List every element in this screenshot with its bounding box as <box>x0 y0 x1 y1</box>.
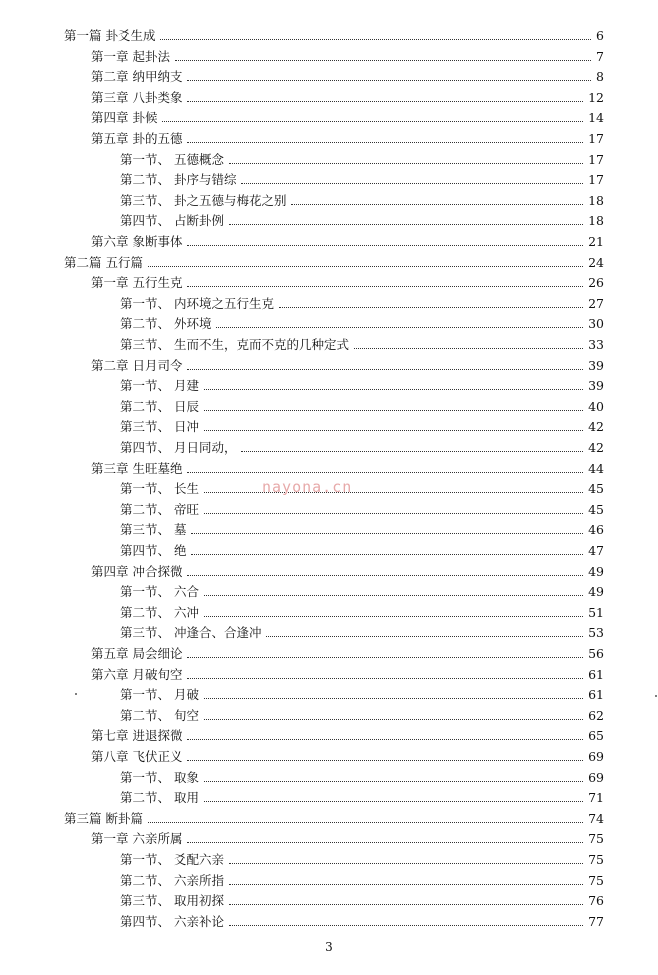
toc-entry-page: 76 <box>588 893 604 909</box>
toc-entry-title: 第一节、 月破 <box>120 687 199 703</box>
dot-leader <box>187 760 583 761</box>
dot-leader <box>191 554 583 555</box>
toc-entry-page: 39 <box>588 378 604 394</box>
toc-entry-title: 第四节、 绝 <box>120 543 187 558</box>
toc-entry <box>120 436 604 456</box>
toc-entry-title: 第六章 月破旬空 <box>91 666 183 682</box>
toc-entry-page: 45 <box>588 501 604 517</box>
toc-entry-title: 第五章 局会细论 <box>91 646 183 661</box>
dot-leader <box>175 60 591 61</box>
dot-leader <box>241 183 583 184</box>
toc-entry-page: 61 <box>588 687 604 703</box>
toc-entry-title: 第一章 起卦法 <box>91 48 170 64</box>
toc-entry-page: 61 <box>588 666 604 682</box>
toc-entry <box>64 807 604 827</box>
toc-entry <box>120 539 604 559</box>
toc-entry <box>120 374 604 394</box>
toc-entry-title: 第四章 冲合探微 <box>91 563 183 579</box>
dot-leader <box>187 657 583 658</box>
toc-entry-title: 第二节、 六冲 <box>120 604 199 620</box>
toc-entry-title: 第三节、 日冲 <box>120 419 199 435</box>
scan-speck <box>75 693 77 695</box>
dot-leader <box>187 575 583 576</box>
dot-leader <box>160 39 591 40</box>
toc-entry-page: 39 <box>588 357 604 373</box>
toc-entry <box>120 683 604 703</box>
toc-entry-page: 45 <box>588 481 604 497</box>
toc-entry-page: 17 <box>588 172 604 188</box>
toc-entry-title: 第二节、 日辰 <box>120 398 199 414</box>
toc-entry-page: 75 <box>588 831 604 847</box>
toc-entry <box>120 704 604 724</box>
toc-entry-page: 75 <box>588 872 604 888</box>
dot-leader <box>148 266 583 267</box>
toc-entry-page: 47 <box>588 543 604 558</box>
dot-leader <box>187 80 591 81</box>
toc-entry-page: 24 <box>588 254 604 270</box>
toc-entry <box>64 24 604 44</box>
toc-entry <box>120 312 604 332</box>
toc-entry <box>120 209 604 229</box>
dot-leader <box>187 472 583 473</box>
toc-entry-title: 第三节、 取用初探 <box>120 893 224 909</box>
toc-entry <box>120 292 604 312</box>
toc-entry-title: 第三章 生旺墓绝 <box>91 460 183 476</box>
toc-entry-page: 17 <box>588 151 604 167</box>
dot-leader <box>204 389 583 390</box>
toc-entry <box>120 148 604 168</box>
dot-leader <box>187 286 583 287</box>
toc-entry-title: 第二节、 取用 <box>120 790 199 806</box>
toc-entry-title: 第一节、 爻配六亲 <box>120 852 224 867</box>
toc-entry <box>64 251 604 271</box>
toc-entry-title: 第二篇 五行篇 <box>64 254 143 270</box>
toc-entry-title: 第五章 卦的五德 <box>91 131 183 146</box>
toc-entry-page: 7 <box>596 48 604 64</box>
toc-entry <box>91 724 604 744</box>
toc-entry-page: 21 <box>588 234 604 249</box>
toc-entry <box>91 745 604 765</box>
toc-entry-page: 69 <box>588 749 604 764</box>
toc-entry-title: 第一章 六亲所属 <box>91 831 183 847</box>
toc-entry-page: 18 <box>588 192 604 208</box>
toc-entry-title: 第六章 象断事体 <box>91 234 183 249</box>
page-number: 3 <box>325 940 333 954</box>
toc-entry <box>120 415 604 435</box>
dot-leader <box>229 904 583 905</box>
toc-entry-page: 40 <box>588 398 604 414</box>
toc-entry-page: 27 <box>588 295 604 311</box>
toc-entry <box>120 601 604 621</box>
dot-leader <box>187 369 583 370</box>
toc-entry <box>91 271 604 291</box>
toc-entry <box>120 848 604 868</box>
toc-entry <box>120 910 604 930</box>
toc-entry-title: 第四节、 六亲补论 <box>120 913 224 929</box>
toc-entry <box>120 333 604 353</box>
toc-entry-title: 第三章 八卦类象 <box>91 89 183 105</box>
dot-leader <box>204 616 583 617</box>
toc-entry-title: 第二节、 外环境 <box>120 316 212 332</box>
toc-entry-title: 第二节、 帝旺 <box>120 501 199 517</box>
dot-leader <box>291 204 583 205</box>
toc-entry-page: 6 <box>596 28 604 43</box>
dot-leader <box>229 863 583 864</box>
toc-entry-page: 26 <box>588 275 604 291</box>
toc-entry-page: 44 <box>588 460 604 476</box>
dot-leader <box>187 678 583 679</box>
toc-entry <box>91 354 604 374</box>
toc-entry <box>91 457 604 477</box>
toc-entry-title: 第二章 纳甲纳支 <box>91 69 183 85</box>
toc-entry <box>120 395 604 415</box>
toc-entry-page: 8 <box>596 69 604 85</box>
toc-entry-title: 第三节、 冲逢合、合逢冲 <box>120 625 262 641</box>
toc-entry-title: 第二节、 卦序与错综 <box>120 172 237 188</box>
toc-entry-title: 第一章 五行生克 <box>91 275 183 291</box>
dot-leader <box>204 492 583 493</box>
toc-entry-page: 49 <box>588 584 604 600</box>
toc-entry-title: 第八章 飞伏正义 <box>91 749 183 764</box>
toc-entry <box>91 65 604 85</box>
dot-leader <box>187 142 583 143</box>
watermark: nayona.cn <box>262 478 353 496</box>
toc-entry <box>120 786 604 806</box>
dot-leader <box>204 801 583 802</box>
toc-entry-page: 77 <box>588 913 604 929</box>
dot-leader <box>204 410 583 411</box>
toc-entry-title: 第一节、 月建 <box>120 378 199 394</box>
dot-leader <box>187 245 583 246</box>
toc-entry <box>91 560 604 580</box>
toc-entry-page: 56 <box>588 646 604 661</box>
toc-entry-title: 第一节、 长生 <box>120 481 199 497</box>
dot-leader <box>191 533 583 534</box>
toc-entry-title: 第二节、 旬空 <box>120 707 199 723</box>
toc-entry <box>120 766 604 786</box>
toc-entry <box>120 189 604 209</box>
toc-entry <box>91 86 604 106</box>
toc-entry-page: 42 <box>588 419 604 435</box>
scan-speck <box>655 695 657 697</box>
toc-entry <box>120 621 604 641</box>
dot-leader <box>187 739 583 740</box>
toc-entry-page: 62 <box>588 707 604 723</box>
toc-entry <box>91 827 604 847</box>
toc-entry <box>120 498 604 518</box>
toc-entry-title: 第三篇 断卦篇 <box>64 810 143 826</box>
toc-entry-page: 75 <box>588 852 604 867</box>
toc-entry <box>91 45 604 65</box>
dot-leader <box>204 513 583 514</box>
toc-entry-page: 14 <box>588 110 604 126</box>
toc-entry <box>91 230 604 250</box>
toc-entry-page: 71 <box>588 790 604 806</box>
toc-entry <box>91 663 604 683</box>
toc-entry-title: 第二章 日月司令 <box>91 357 183 373</box>
toc-entry <box>120 477 604 497</box>
toc-entry-page: 65 <box>588 728 604 744</box>
toc-entry <box>120 518 604 538</box>
toc-entry-title: 第三节、 墓 <box>120 522 187 538</box>
toc-entry-page: 51 <box>588 604 604 620</box>
dot-leader <box>148 822 583 823</box>
toc-entry-title: 第七章 进退探微 <box>91 728 183 744</box>
toc-entry-title: 第一节、 五德概念 <box>120 151 224 167</box>
dot-leader <box>279 307 583 308</box>
dot-leader <box>204 698 583 699</box>
toc-entry <box>120 580 604 600</box>
toc-entry <box>91 642 604 662</box>
toc-entry-title: 第四节、 月日同动， <box>120 440 237 455</box>
toc-entry-page: 12 <box>588 89 604 105</box>
toc-entry <box>91 106 604 126</box>
toc-entry <box>120 168 604 188</box>
dot-leader <box>204 781 583 782</box>
toc-entry-title: 第三节、 生而不生，克而不克的几种定式 <box>120 337 349 352</box>
toc-entry-page: 33 <box>588 337 604 352</box>
toc-entry <box>91 127 604 147</box>
toc-entry-page: 74 <box>588 810 604 826</box>
toc-entry-page: 46 <box>588 522 604 538</box>
dot-leader <box>354 348 583 349</box>
dot-leader <box>204 430 583 431</box>
toc-entry-title: 第四章 卦候 <box>91 110 158 126</box>
dot-leader <box>229 925 583 926</box>
dot-leader <box>204 595 583 596</box>
dot-leader <box>266 636 583 637</box>
toc-entry-page: 30 <box>588 316 604 332</box>
dot-leader <box>241 451 583 452</box>
toc-entry-page: 69 <box>588 769 604 785</box>
toc-entry-title: 第一节、 内环境之五行生克 <box>120 295 274 311</box>
toc-entry-page: 18 <box>588 213 604 229</box>
dot-leader <box>187 101 583 102</box>
dot-leader <box>162 121 583 122</box>
dot-leader <box>229 163 583 164</box>
toc-entry <box>120 869 604 889</box>
toc-entry-page: 49 <box>588 563 604 579</box>
toc-entry <box>120 889 604 909</box>
toc-entry-page: 53 <box>588 625 604 641</box>
toc-entry-page: 42 <box>588 440 604 455</box>
toc-entry-title: 第四节、 占断卦例 <box>120 213 224 229</box>
dot-leader <box>216 327 583 328</box>
toc-entry-title: 第二节、 六亲所指 <box>120 872 224 888</box>
dot-leader <box>229 884 583 885</box>
toc-entry-page: 17 <box>588 131 604 146</box>
toc-entry-title: 第三节、 卦之五德与梅花之别 <box>120 192 287 208</box>
dot-leader <box>204 719 583 720</box>
toc-entry-title: 第一篇 卦爻生成 <box>64 28 156 43</box>
toc-entry-title: 第一节、 取象 <box>120 769 199 785</box>
dot-leader <box>229 224 583 225</box>
toc-entry-title: 第一节、 六合 <box>120 584 199 600</box>
dot-leader <box>187 842 583 843</box>
